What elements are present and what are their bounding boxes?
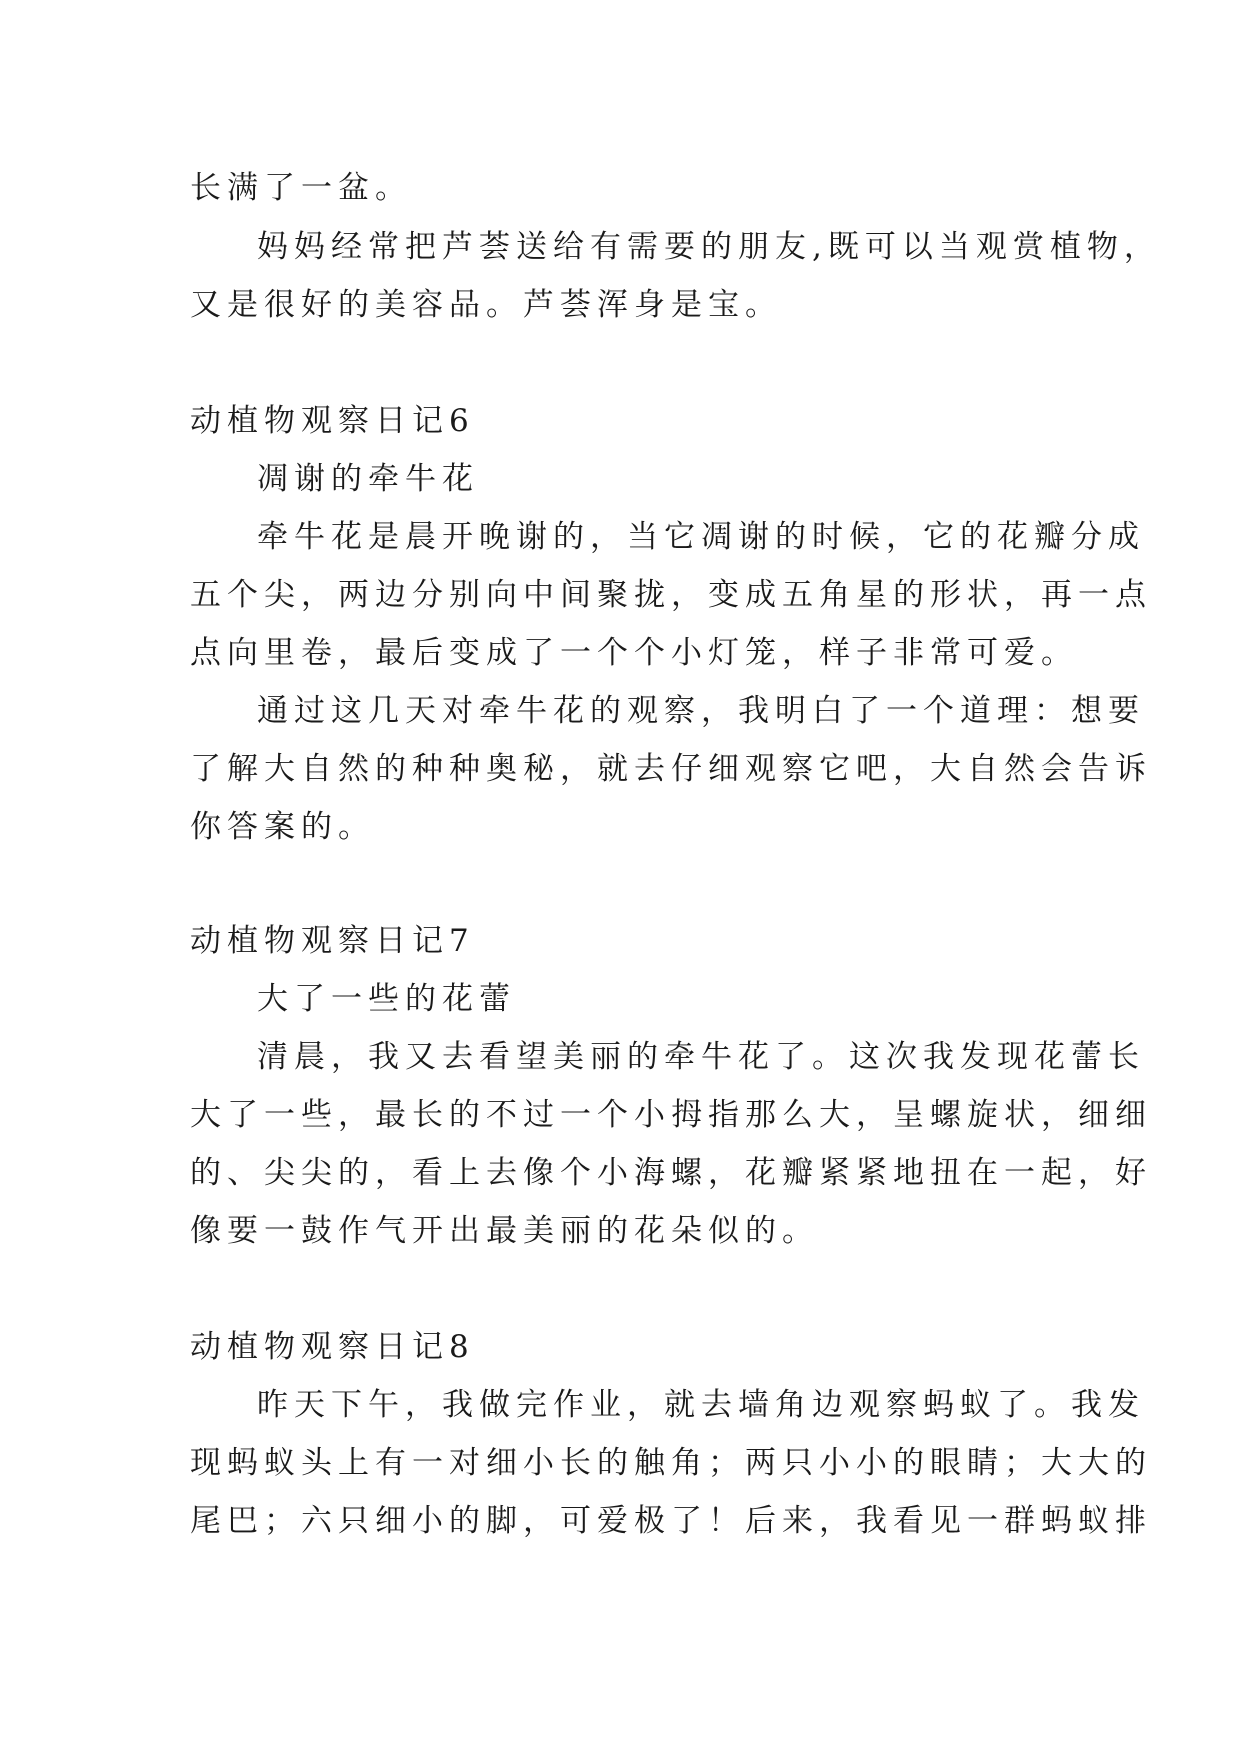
section-subtitle: 凋谢的牵牛花 [257,461,479,497]
body-text-line: 通过这几天对牵牛花的观察，我明白了一个道理：想要 [257,693,1145,729]
body-text-line: 你答案的。 [190,809,375,845]
body-text-line: 妈妈经常把芦荟送给有需要的朋友,既可以当观赏植物， [257,229,1161,265]
body-text-line: 牵牛花是晨开晚谢的，当它凋谢的时候，它的花瓣分成 [257,519,1145,555]
body-text-line: 现蚂蚁头上有一对细小长的触角；两只小小的眼睛；大大的 [190,1445,1152,1481]
body-text-line: 大了一些，最长的不过一个小拇指那么大，呈螺旋状，细细 [190,1097,1152,1133]
body-text-line: 尾巴；六只细小的脚，可爱极了！后来，我看见一群蚂蚁排 [190,1503,1152,1539]
section-heading: 动植物观察日记8 [190,1329,475,1365]
body-text-line: 清晨，我又去看望美丽的牵牛花了。这次我发现花蕾长 [257,1039,1145,1075]
section-heading: 动植物观察日记7 [190,923,475,959]
section-heading: 动植物观察日记6 [190,403,475,439]
body-text-line: 的、尖尖的，看上去像个小海螺，花瓣紧紧地扭在一起，好 [190,1155,1152,1191]
body-text-line: 五个尖，两边分别向中间聚拢，变成五角星的形状，再一点 [190,577,1152,613]
section-subtitle: 大了一些的花蕾 [257,981,516,1017]
body-text-line: 点向里卷，最后变成了一个个小灯笼，样子非常可爱。 [190,635,1078,671]
body-text-line: 又是很好的美容品。芦荟浑身是宝。 [190,287,782,323]
body-text-line: 了解大自然的种种奥秘，就去仔细观察它吧，大自然会告诉 [190,751,1152,787]
body-text-line: 昨天下午，我做完作业，就去墙角边观察蚂蚁了。我发 [257,1387,1145,1423]
body-text-line: 长满了一盆。 [190,170,412,206]
body-text-line: 像要一鼓作气开出最美丽的花朵似的。 [190,1213,819,1249]
